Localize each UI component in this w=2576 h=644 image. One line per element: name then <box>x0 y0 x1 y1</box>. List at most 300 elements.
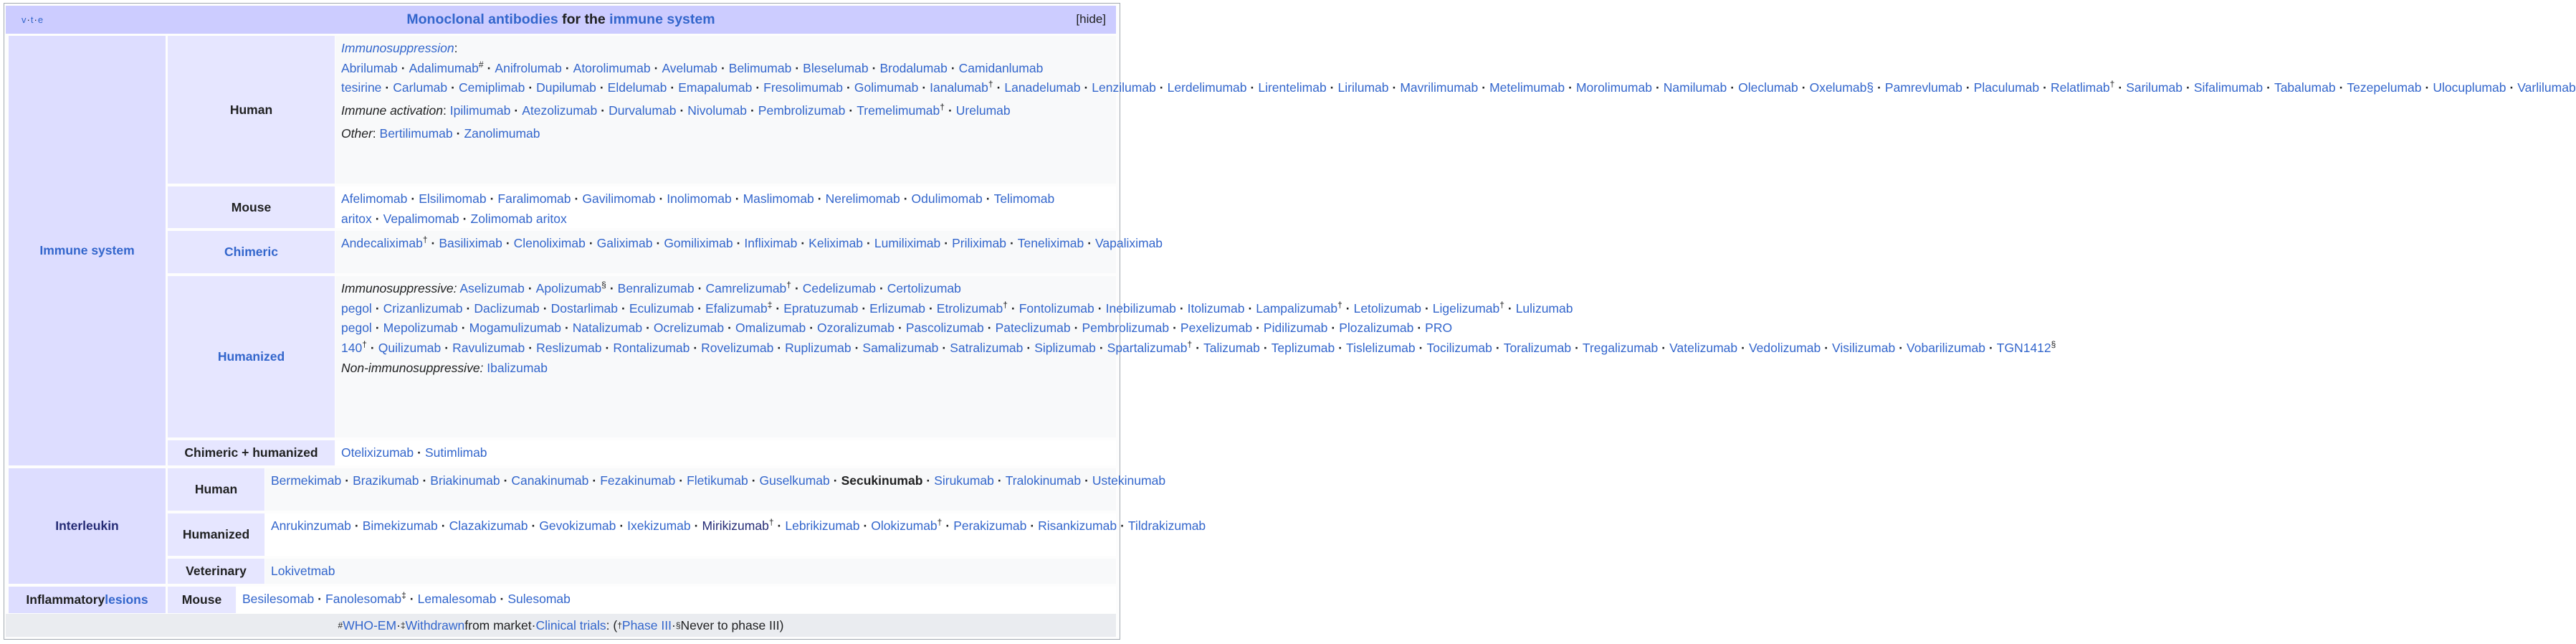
list-separator: · <box>588 236 593 250</box>
list-separator: · <box>942 341 947 356</box>
non-immunosuppressive-label: Non-immunosuppressive: <box>341 360 484 375</box>
list-item-link[interactable]: Camrelizumab <box>705 281 787 295</box>
list-item-link[interactable]: Ibalizumab <box>487 360 548 375</box>
list-item-link[interactable]: Golimumab <box>854 80 919 95</box>
list-item-link[interactable]: Perakizumab <box>953 518 1027 533</box>
footer-who-em-link[interactable]: WHO-EM <box>343 617 397 633</box>
list-item-link[interactable]: Fanolesomab <box>325 592 402 606</box>
list-item-link[interactable]: Ixekizumab <box>627 518 691 533</box>
list-separator: · <box>801 236 806 250</box>
list-item-link[interactable]: Namilumab <box>1663 80 1727 95</box>
chimeric-humanized-items <box>341 445 487 460</box>
list-item-link[interactable]: Tralokinumab <box>1005 473 1082 488</box>
list-item-link[interactable]: Keliximab <box>808 236 864 250</box>
vte-separator: · <box>34 14 38 25</box>
footer-clinical-trials-link[interactable]: Clinical trials <box>535 617 606 633</box>
title-link-monoclonal[interactable]: Monoclonal antibodies <box>406 11 558 27</box>
list-separator: · <box>1120 518 1125 533</box>
list-item-link[interactable]: Tremelimumab <box>857 103 940 118</box>
list-item-link[interactable]: Inolimomab <box>667 191 732 206</box>
list-separator: · <box>817 191 822 206</box>
list-separator: · <box>1011 300 1016 316</box>
list-item-link[interactable]: Priliximab <box>952 236 1006 250</box>
list-separator: · <box>654 60 659 75</box>
group-interleukin-link[interactable]: Interleukin <box>55 518 119 533</box>
list-item-link[interactable]: Cemiplimab <box>458 80 525 95</box>
list-item-link[interactable]: Besilesomab <box>242 592 315 606</box>
list-item-link[interactable]: Siplizumab <box>1034 341 1096 356</box>
list-item-link[interactable]: Sutimlimab <box>424 445 487 460</box>
list-item-link[interactable]: Canakinumab <box>511 473 589 488</box>
edit-template-link[interactable]: e <box>37 14 44 25</box>
list-inflammatory-mouse <box>237 587 1116 613</box>
list-item-link[interactable]: Aselizumab <box>459 281 525 295</box>
list-separator: · <box>528 341 533 356</box>
list-item-link[interactable]: Camidanlumab tesirine <box>341 60 1044 95</box>
list-separator: · <box>897 321 902 336</box>
list-separator: · <box>879 281 884 295</box>
group-inflammatory-text: Inflammatory <box>26 592 105 607</box>
list-item-link[interactable]: Satralizumab <box>950 341 1024 356</box>
list-separator: · <box>944 236 949 250</box>
list-separator: · <box>490 191 495 206</box>
list-separator: · <box>1418 341 1423 356</box>
list-item-link[interactable]: Ozoralizumab <box>817 321 895 336</box>
list-separator: · <box>987 321 992 336</box>
list-separator: · <box>487 60 492 75</box>
list-item-link[interactable]: Relatlimab <box>2050 80 2110 95</box>
list-item-link[interactable]: Tislelizumab <box>1346 341 1416 356</box>
list-item-link[interactable]: Oxelumab§ <box>1809 80 1874 95</box>
chimeric-items <box>341 236 1163 250</box>
list-item-link[interactable]: Vedolizumab <box>1748 341 1821 356</box>
list-separator: · <box>1655 80 1660 95</box>
list-separator: · <box>679 473 684 488</box>
list-item-link[interactable]: Lokivetmab <box>271 564 335 578</box>
list-item-link[interactable]: Quilizumab <box>378 341 442 356</box>
list-separator: · <box>1741 341 1745 356</box>
list-separator: · <box>751 473 756 488</box>
list-item-link[interactable]: Telimomab aritox <box>341 191 1055 226</box>
subgroup-chimeric-humanized-label: Chimeric + humanized <box>184 445 318 460</box>
list-item-link[interactable]: Afelimomab <box>341 191 408 206</box>
list-item-link[interactable]: Andecaliximab <box>341 236 423 250</box>
list-item-link[interactable]: Bleselumab <box>803 60 869 75</box>
list-item-link[interactable]: Clenoliximab <box>513 236 586 250</box>
list-item-link[interactable]: Bertilimumab <box>379 126 453 141</box>
list-item-link[interactable]: Pexelizumab <box>1180 321 1253 336</box>
list-item-link[interactable]: Spartalizumab <box>1107 341 1188 356</box>
list-item-link[interactable]: Zanolimumab <box>464 126 540 141</box>
list-item-link[interactable]: Risankizumab <box>1038 518 1117 533</box>
list-item-link[interactable]: Vapaliximab <box>1095 236 1163 250</box>
list-item-link[interactable]: Sirukumab <box>934 473 994 488</box>
list-separator: · <box>1097 300 1102 316</box>
list-item-link[interactable]: Basiliximab <box>439 236 502 250</box>
list-item-link[interactable]: Oleclumab <box>1738 80 1798 95</box>
footnote-mark: † <box>2109 79 2115 90</box>
list-item-link[interactable]: Fezakinumab <box>600 473 676 488</box>
footer-sep: · <box>531 617 536 633</box>
list-separator: · <box>619 518 624 533</box>
list-separator: · <box>601 103 606 118</box>
footer-withdrawn-link[interactable]: Withdrawn <box>405 617 465 633</box>
hide-toggle[interactable] <box>1076 12 1106 27</box>
list-item-link[interactable]: Samalizumab <box>862 341 939 356</box>
list-separator: · <box>755 80 760 95</box>
list-separator: · <box>543 300 548 316</box>
vte-links <box>22 14 44 25</box>
list-item-link[interactable]: Metelimumab <box>1489 80 1565 95</box>
list-item-link[interactable]: Infliximab <box>744 236 798 250</box>
list-separator: · <box>2339 80 2344 95</box>
list-item-link[interactable]: Emapalumab <box>678 80 753 95</box>
list-item-link[interactable]: Natalizumab <box>572 321 643 336</box>
footnote-mark: † <box>988 79 993 90</box>
subgroup-chimeric-humanized <box>168 440 335 465</box>
list-separator: · <box>1099 341 1104 356</box>
group-immune-system-link[interactable]: Immune system <box>39 243 135 257</box>
list-separator: · <box>2185 80 2190 95</box>
list-item-link[interactable]: Gomiliximab <box>664 236 733 250</box>
list-separator: · <box>776 300 781 316</box>
list-item-link[interactable]: Nivolumab <box>687 103 747 118</box>
list-item-link[interactable]: Omalizumab <box>735 321 806 336</box>
list-item-link[interactable]: Rovelizumab <box>701 341 774 356</box>
list-item-link[interactable]: Inebilizumab <box>1105 300 1176 316</box>
list-item-link[interactable]: Fresolimumab <box>763 80 844 95</box>
list-separator: · <box>1338 341 1343 356</box>
list-item-link[interactable]: Pamrevlumab <box>1884 80 1962 95</box>
list-item-link[interactable]: Ipilimumab <box>449 103 511 118</box>
list-separator: · <box>986 191 991 206</box>
list-item-link[interactable]: Olokizumab <box>871 518 938 533</box>
mouse-items <box>341 191 1054 226</box>
list-item-link[interactable]: Benralizumab <box>617 281 695 295</box>
list-separator: · <box>444 341 449 356</box>
list-separator: · <box>2118 80 2123 95</box>
list-item-link[interactable]: Ulocuplumab <box>2433 80 2506 95</box>
list-item-link[interactable]: Talizumab <box>1203 341 1260 356</box>
list-item-link[interactable]: Bermekimab <box>271 473 342 488</box>
footnote-mark: ‡ <box>401 590 406 601</box>
list-item-link[interactable]: Lirentelimab <box>1258 80 1327 95</box>
list-item-link[interactable]: Ligelizumab <box>1432 300 1500 316</box>
list-separator: · <box>1179 300 1184 316</box>
list-item-link[interactable]: Gavilimomab <box>582 191 656 206</box>
list-separator: · <box>945 518 950 533</box>
list-separator: · <box>1988 341 1993 356</box>
inflammatory-mouse-label: Mouse <box>181 592 222 607</box>
il-veterinary-label: Veterinary <box>186 564 247 578</box>
subgroup-mouse-label: Mouse <box>231 199 272 214</box>
list-separator: · <box>1009 236 1014 250</box>
list-item-link[interactable]: Fletikumab <box>687 473 748 488</box>
list-item-link[interactable]: Crizanlizumab <box>383 300 463 316</box>
list-item-link[interactable]: Erlizumab <box>869 300 925 316</box>
list-item-link[interactable]: Maslimomab <box>743 191 814 206</box>
list-item-link[interactable]: Vepalimomab <box>383 211 459 226</box>
list-separator: · <box>565 60 570 75</box>
list-item-link[interactable]: Dostarlimab <box>550 300 618 316</box>
list-separator: · <box>441 518 446 533</box>
list-separator: · <box>809 321 814 336</box>
list-item-link[interactable]: Varlilumab <box>2517 80 2576 95</box>
view-template-link[interactable]: v <box>22 14 27 25</box>
list-item-link[interactable]: Ustekinumab <box>1092 473 1166 488</box>
list-item-link[interactable]: Eldelumab <box>607 80 667 95</box>
list-item-link[interactable]: Teplizumab <box>1271 341 1335 356</box>
list-separator: · <box>462 211 467 226</box>
list-separator: · <box>1345 300 1350 316</box>
list-item-link[interactable]: Teneliximab <box>1017 236 1084 250</box>
footnote-mark: † <box>362 339 367 350</box>
list-item-link[interactable]: Carlumab <box>393 80 448 95</box>
list-separator: · <box>1084 80 1089 95</box>
immunosuppression-label[interactable]: Immunosuppression <box>341 41 454 55</box>
subgroup-mouse <box>168 186 335 228</box>
list-separator: · <box>2425 80 2430 95</box>
list-item-link[interactable]: Faralimomab <box>497 191 571 206</box>
list-item-link[interactable]: Gevokizumab <box>539 518 616 533</box>
other-items <box>380 126 540 141</box>
immunosuppressive-label: Immunosuppressive: <box>341 281 457 295</box>
group-inflammatory-lesions <box>9 587 166 613</box>
list-separator: · <box>1263 341 1268 356</box>
list-item-link[interactable]: Certolizumab pegol <box>341 281 961 316</box>
list-immune-humanized <box>335 276 2056 437</box>
list-separator: · <box>1482 80 1487 95</box>
list-item-link[interactable]: Itolizumab <box>1187 300 1245 316</box>
list-item-link[interactable]: Urelumab <box>955 103 1011 118</box>
list-item-link[interactable]: Clazakizumab <box>449 518 528 533</box>
list-item-link[interactable]: Brazikumab <box>353 473 419 488</box>
list-item-link[interactable]: Elsilimomab <box>419 191 487 206</box>
list-separator: · <box>854 341 859 356</box>
list-separator: · <box>1801 80 1806 95</box>
list-item-link[interactable]: Placulumab <box>1973 80 2040 95</box>
list-item-link[interactable]: Efalizumab <box>705 300 768 316</box>
il-humanized-items <box>271 518 1206 533</box>
list-separator: · <box>728 321 732 336</box>
list-item-link[interactable]: Mavrilimumab <box>1400 80 1479 95</box>
list-item-link[interactable]: Anrukinzumab <box>271 518 351 533</box>
list-item-link[interactable]: Galiximab <box>596 236 653 250</box>
list-item-link[interactable]: Anifrolumab <box>495 60 562 75</box>
list-separator: · <box>846 80 851 95</box>
list-separator: · <box>354 518 359 533</box>
list-item-link[interactable]: Atezolizumab <box>522 103 598 118</box>
list-item-link[interactable]: Sifalimumab <box>2193 80 2263 95</box>
list-item-link[interactable]: Lampalizumab <box>1256 300 1338 316</box>
other-label: Other <box>341 126 373 141</box>
list-separator: · <box>605 341 610 356</box>
list-separator: · <box>1899 341 1904 356</box>
list-item-link[interactable]: Dupilumab <box>536 80 596 95</box>
list-item-link[interactable]: Sarilumab <box>2126 80 2183 95</box>
list-item-link[interactable]: Tregalizumab <box>1582 341 1659 356</box>
list-separator: · <box>1495 341 1500 356</box>
list-item-link[interactable]: Zolimomab aritox <box>470 211 567 226</box>
list-item-link[interactable]: Bimekizumab <box>362 518 438 533</box>
subgroup-chimeric <box>168 231 335 273</box>
list-item-link[interactable]: Tocilizumab <box>1426 341 1492 356</box>
list-item-link[interactable]: Adalimumab <box>409 60 479 75</box>
list-item-link[interactable]: Lanadelumab <box>1004 80 1081 95</box>
footnote-mark: # <box>478 59 484 70</box>
list-item-link[interactable]: Apolizumab <box>535 281 602 295</box>
footnote-mark: † <box>940 102 945 113</box>
list-item-link[interactable]: Ravulizumab <box>452 341 525 356</box>
subgroup-il-human <box>168 468 264 511</box>
list-item-link[interactable]: Lirilumab <box>1337 80 1389 95</box>
list-item-link[interactable]: Otelixizumab <box>341 445 414 460</box>
list-item-link[interactable]: Atorolimumab <box>573 60 651 75</box>
list-item-link[interactable]: Letolizumab <box>1353 300 1421 316</box>
list-separator: · <box>370 341 375 356</box>
list-item-link[interactable]: Reslizumab <box>536 341 602 356</box>
list-item-link[interactable]: Pateclizumab <box>995 321 1071 336</box>
list-item-link[interactable]: PRO 140 <box>341 321 1453 356</box>
list-separator: · <box>2266 80 2271 95</box>
list-item-link[interactable]: Nerelimomab <box>825 191 900 206</box>
list-item-link[interactable]: Pascolizumab <box>905 321 984 336</box>
footnote-mark: † <box>1187 339 1193 350</box>
list-separator: · <box>794 281 799 295</box>
list-item-link[interactable]: Mogamulizumab <box>469 321 561 336</box>
list-separator: · <box>1424 300 1429 316</box>
list-item-link[interactable]: Daclizumab <box>474 300 540 316</box>
list-item-link[interactable]: Belimumab <box>728 60 792 75</box>
list-separator: · <box>996 80 1001 95</box>
list-separator: · <box>2043 80 2047 95</box>
navbox-footer: # WHO-EM · ‡ Withdrawn from market · Clinical trials : ( † Phase III · § Never to phase III) <box>6 614 1116 637</box>
list-separator: · <box>735 191 740 206</box>
list-item-link[interactable]: Durvalumab <box>609 103 677 118</box>
footnote-mark: † <box>1499 299 1504 310</box>
list-item-link[interactable]: Mirikizumab <box>702 518 769 533</box>
immune-activation-items <box>450 103 1011 118</box>
footer-colon: : ( <box>606 617 618 633</box>
list-separator: · <box>1084 473 1089 488</box>
list-separator: · <box>656 236 661 250</box>
list-separator: · <box>574 191 579 206</box>
subgroup-chimeric-link[interactable]: Chimeric <box>224 245 278 259</box>
subgroup-humanized <box>168 276 335 437</box>
navbox-title-bar <box>6 6 1116 34</box>
il-veterinary-items <box>271 564 335 578</box>
list-separator: · <box>872 60 877 75</box>
talk-template-link[interactable]: t <box>30 14 34 25</box>
list-item-link[interactable]: Lumiliximab <box>874 236 941 250</box>
list-item-link[interactable]: Tezepelumab <box>2347 80 2422 95</box>
list-item-link[interactable]: Lenzilumab <box>1092 80 1156 95</box>
list-separator: · <box>1392 80 1397 95</box>
list-item-link[interactable]: Visilizumab <box>1832 341 1896 356</box>
list-item-link[interactable]: Tildrakizumab <box>1127 518 1206 533</box>
group-lesions-link[interactable]: lesions <box>105 592 148 607</box>
list-item-link[interactable]: Ianalumab <box>930 80 988 95</box>
list-item-link[interactable]: Lemalesomab <box>417 592 497 606</box>
list-item-link[interactable]: Pembrolizumab <box>758 103 846 118</box>
list-separator: · <box>409 592 414 606</box>
list-item-link[interactable]: Avelumab <box>662 60 717 75</box>
list-separator: · <box>1417 321 1422 336</box>
group-immune-system <box>9 36 166 465</box>
subgroup-humanized-link[interactable]: Humanized <box>217 349 285 364</box>
list-separator: · <box>417 445 421 460</box>
list-item-link[interactable]: Vobarilizumab <box>1907 341 1985 356</box>
hide-label[interactable]: [hide] <box>1076 12 1106 26</box>
list-item-link[interactable]: Eculizumab <box>629 300 695 316</box>
list-item-link: Secukinumab <box>841 473 923 488</box>
list-item-link[interactable]: Abrilumab <box>341 60 398 75</box>
list-separator: · <box>345 473 350 488</box>
list-item-link[interactable]: Ocrelizumab <box>653 321 725 336</box>
immune-activation-label: Immune activation <box>341 103 444 118</box>
list-separator: · <box>926 473 931 488</box>
il-human-label: Human <box>194 482 238 496</box>
list-item-link[interactable]: Toralizumab <box>1503 341 1572 356</box>
list-separator: · <box>1507 300 1512 316</box>
list-separator: · <box>693 341 698 356</box>
list-item-link[interactable]: Pidilizumab <box>1263 321 1328 336</box>
list-item-link[interactable]: Plozalizumab <box>1339 321 1414 336</box>
list-item-link[interactable]: Odulimomab <box>911 191 983 206</box>
list-item-link[interactable]: Epratuzumab <box>783 300 859 316</box>
list-item-link[interactable]: Cedelizumab <box>802 281 876 295</box>
list-item-link[interactable]: Morolimumab <box>1575 80 1652 95</box>
list-separator: · <box>1026 341 1031 356</box>
list-item-link[interactable]: Lulizumab pegol <box>341 300 1573 336</box>
immunosuppressive-items <box>341 281 2056 355</box>
il-human-items <box>271 473 1165 488</box>
list-separator: · <box>720 60 725 75</box>
footnote-mark: § <box>601 280 606 290</box>
list-item-link[interactable]: Lerdelimumab <box>1167 80 1247 95</box>
footer-phase3-link[interactable]: Phase III <box>621 617 672 633</box>
list-item-link[interactable]: Pembrolizumab <box>1082 321 1170 336</box>
subgroup-human <box>168 36 335 184</box>
list-item-link[interactable]: Brodalumab <box>879 60 948 75</box>
list-item-link[interactable]: Briakinumab <box>430 473 500 488</box>
list-separator: · <box>694 518 699 533</box>
list-separator: · <box>922 80 927 95</box>
title-link-immune-system[interactable]: immune system <box>609 11 715 27</box>
list-item-link[interactable]: Sulesomab <box>507 592 571 606</box>
list-item-link[interactable]: Fontolizumab <box>1019 300 1094 316</box>
list-item-link[interactable]: Mepolizumab <box>383 321 458 336</box>
list-item-link[interactable]: Ruplizumab <box>785 341 851 356</box>
list-il-humanized <box>265 513 1206 556</box>
list-item-link[interactable]: Etrolizumab <box>936 300 1003 316</box>
list-item-link[interactable]: Vatelizumab <box>1669 341 1738 356</box>
list-item-link[interactable]: Rontalizumab <box>613 341 690 356</box>
list-separator: · <box>564 321 569 336</box>
list-separator: · <box>1196 341 1201 356</box>
list-separator: · <box>431 236 436 250</box>
list-il-human <box>265 468 1166 511</box>
list-item-link[interactable]: Guselkumab <box>759 473 830 488</box>
list-separator: · <box>1965 80 1970 95</box>
footer-never-text: Never to phase III) <box>680 617 784 633</box>
list-item-link[interactable]: Lebrikizumab <box>785 518 860 533</box>
list-item-link[interactable]: TGN1412 <box>1996 341 2051 356</box>
subgroup-il-veterinary <box>168 559 264 584</box>
list-item-link[interactable]: Tabalumab <box>2274 80 2336 95</box>
non-immunosuppressive-items <box>487 361 548 375</box>
list-separator: · <box>592 473 597 488</box>
